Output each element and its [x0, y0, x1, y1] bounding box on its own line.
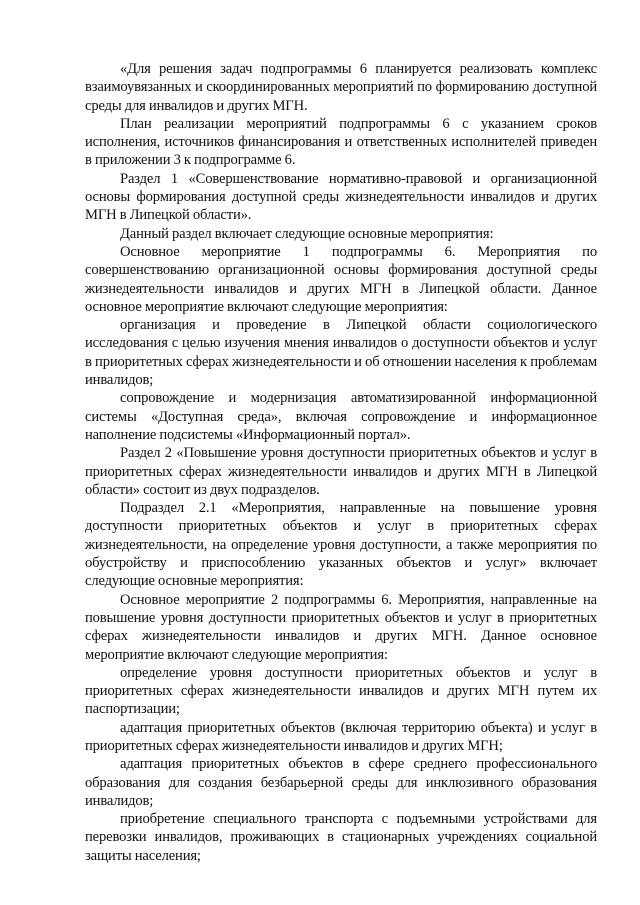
paragraph-list-item: организация и проведение в Липецкой области социологического исследования с целью изучения мнения инвалидов о доступности объектов и услуг в приоритетных сферах жизнедеятельности и об отношении населения к проблемам инвалидов;: [85, 317, 597, 389]
paragraph-list-item: сопровождение и модернизация автоматизированной информационной системы «Доступная среда», включая сопровождение и информационное наполнение подсистемы «Информационный портал».: [85, 390, 597, 443]
paragraph-list-item: определение уровня доступности приоритетных объектов и услуг в приоритетных сферах жизнедеятельности инвалидов и других МГН путем их паспортизации;: [85, 664, 597, 718]
paragraph-main-activity-1: Основное мероприятие 1 подпрограммы 6. Мероприятия по совершенствованию организационной основы формирования доступной среды жизнедеятельности инвалидов и других МГН в Липецкой области. Данное основное мероприятие включают следующие мероприятия:: [85, 243, 597, 315]
paragraph-subsection-2-1: Подраздел 2.1 «Мероприятия, направленные на повышение уровня доступности приоритетных объектов и услуг в приоритетных сферах жизнедеятельности, на определение уровня доступности, а также мероприятия по обустройству и приспособлению указанных объектов и услуг» включает следующие основные мероприятия:: [85, 500, 597, 590]
paragraph-list-item: приобретение специального транспорта с подъемными устройствами для перевозки инвалидов, проживающих в стационарных учреждениях социальной защиты населения;: [85, 811, 597, 864]
document-page: [85, 60, 597, 865]
paragraph-section-1-includes: Данный раздел включает следующие основные мероприятия:: [120, 225, 494, 242]
paragraph-section-1-title: Раздел 1 «Совершенствование нормативно-правовой и организационной основы формирования доступной среды жизнедеятельности инвалидов и других МГН в Липецкой области».: [85, 170, 597, 224]
paragraph-list-item: адаптация приоритетных объектов (включая территорию объекта) и услуг в приоритетных сферах жизнедеятельности инвалидов и других МГН;: [85, 719, 597, 754]
paragraph-section-2-title: Раздел 2 «Повышение уровня доступности приоритетных объектов и услуг в приоритетных сферах жизнедеятельности инвалидов и других МГН в Липецкой области» состоит из двух подразделов.: [85, 445, 597, 498]
paragraph-plan: План реализации мероприятий подпрограммы 6 с указанием сроков исполнения, источников финансирования и ответственных исполнителей приведен в приложении 3 к подпрограмме 6.: [85, 115, 597, 169]
paragraph-intro: «Для решения задач подпрограммы 6 планируется реализовать комплекс взаимоувязанных и скоординированных мероприятий по формированию доступной среды для инвалидов и других МГН.: [85, 61, 597, 114]
paragraph-list-item: адаптация приоритетных объектов в сфере среднего профессионального образования для создания безбарьерной среды для инклюзивного образования инвалидов;: [85, 756, 597, 809]
paragraph-main-activity-2: Основное мероприятие 2 подпрограммы 6. Мероприятия, направленные на повышение уровня доступности приоритетных объектов и услуг в приоритетных сферах жизнедеятельности инвалидов и других МГН. Данное основное мероприятие включают следующие мероприятия:: [85, 591, 597, 663]
